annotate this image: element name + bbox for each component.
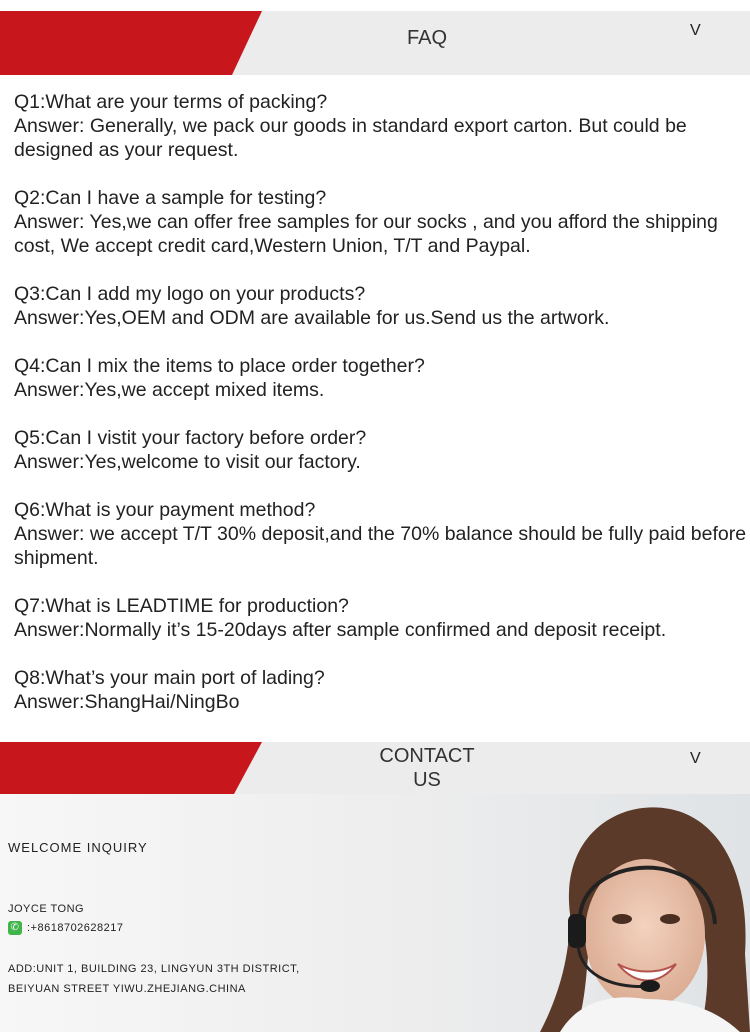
red-banner-shape [0, 742, 262, 794]
brand-logo-icon: V [690, 750, 701, 767]
faq-question: Q8:What’s your main port of lading? [14, 667, 325, 689]
contact-title-line1: CONTACT [379, 745, 475, 767]
faq-item [14, 354, 750, 402]
faq-answer: Answer: we accept T/T 30% deposit,and the 70% balance should be fully paid before shipment. [14, 523, 747, 569]
faq-question: Q6:What is your payment method? [14, 499, 316, 521]
phone-row [8, 921, 124, 935]
phone-number: :+8618702628217 [27, 922, 124, 934]
faq-item [14, 666, 750, 714]
contact-title-line2: US [413, 769, 441, 791]
faq-answer: Answer:Normally it’s 15-20days after sample confirmed and deposit receipt. [14, 619, 667, 641]
contact-banner [0, 742, 750, 794]
faq-list [14, 90, 750, 738]
address-line-1: ADD:UNIT 1, BUILDING 23, LINGYUN 3TH DISTRICT, [8, 963, 300, 975]
contact-title [300, 744, 554, 792]
contact-section [0, 794, 750, 1032]
faq-item [14, 90, 750, 162]
welcome-inquiry: WELCOME INQUIRY [8, 840, 148, 855]
red-banner-shape [0, 11, 262, 75]
faq-answer: Answer:Yes,OEM and ODM are available for us.Send us the artwork. [14, 307, 610, 329]
faq-answer: Answer:Yes,welcome to visit our factory. [14, 451, 361, 473]
faq-answer: Answer: Yes,we can offer free samples for our socks , and you afford the shipping cost, We accept credit card,Western Union, T/T and Paypal. [14, 211, 718, 257]
faq-item [14, 282, 750, 330]
faq-question: Q5:Can I vistit your factory before order? [14, 427, 367, 449]
faq-item [14, 594, 750, 642]
faq-question: Q1:What are your terms of packing? [14, 91, 328, 113]
faq-answer: Answer:ShangHai/NingBo [14, 691, 240, 713]
contact-name: JOYCE TONG [8, 903, 85, 915]
faq-question: Q2:Can I have a sample for testing? [14, 187, 327, 209]
faq-answer: Answer:Yes,we accept mixed items. [14, 379, 325, 401]
whatsapp-icon: ✆ [8, 921, 22, 935]
faq-item [14, 426, 750, 474]
address-line-2: BEIYUAN STREET YIWU.ZHEJIANG.CHINA [8, 983, 246, 995]
faq-question: Q4:Can I mix the items to place order together? [14, 355, 425, 377]
customer-service-woman-photo [500, 794, 750, 1032]
faq-banner [0, 11, 750, 75]
faq-item [14, 186, 750, 258]
faq-item [14, 498, 750, 570]
faq-title: FAQ [406, 27, 447, 49]
faq-answer: Answer: Generally, we pack our goods in standard export carton. But could be designed as your request. [14, 115, 687, 161]
brand-logo-icon: V [690, 22, 701, 39]
faq-question: Q3:Can I add my logo on your products? [14, 283, 366, 305]
faq-question: Q7:What is LEADTIME for production? [14, 595, 349, 617]
